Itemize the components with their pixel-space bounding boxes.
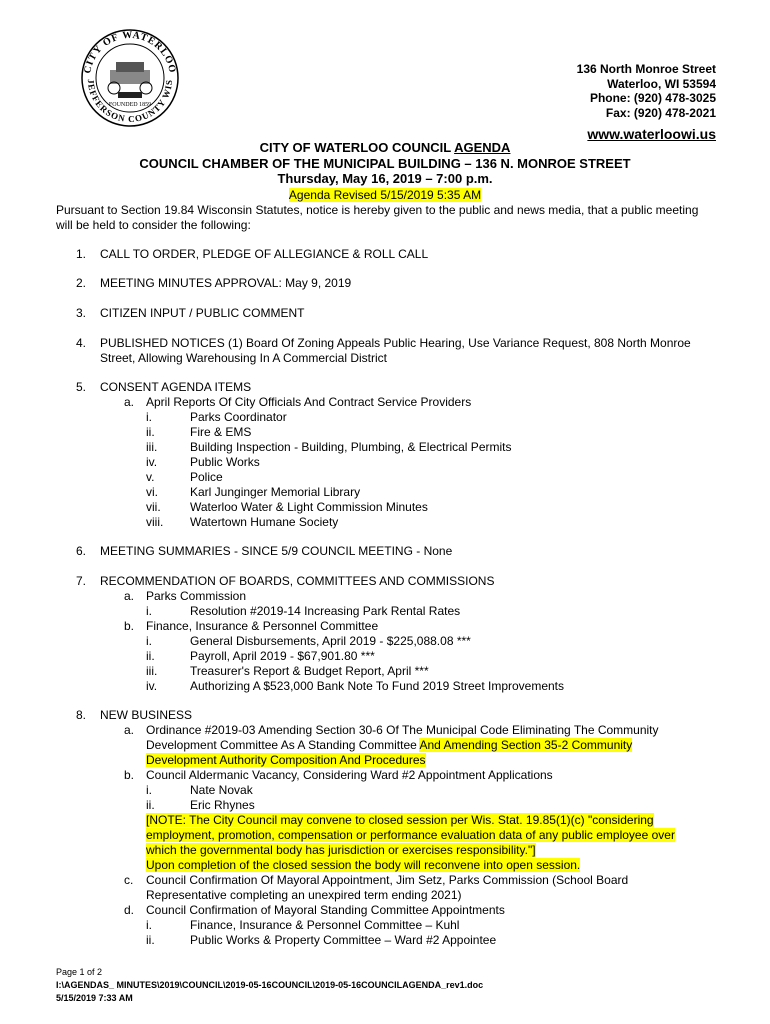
sub-item	[124, 619, 716, 634]
roman-text: Watertown Humane Society	[190, 515, 339, 529]
sub-item-text: Council Confirmation of Mayoral Standing Committee Appointments	[146, 903, 505, 917]
roman-numeral: iv.	[146, 679, 158, 693]
roman-item	[146, 664, 716, 679]
city-seal-logo	[80, 28, 180, 128]
item-text: MEETING SUMMARIES - SINCE 5/9 COUNCIL MEETING - None	[100, 544, 453, 558]
roman-text: Authorizing A $523,000 Bank Note To Fund 2019 Street Improvements	[190, 679, 565, 693]
roman-numeral: i.	[146, 634, 152, 648]
roman-item	[146, 485, 716, 500]
agenda-item-7	[56, 574, 716, 694]
item-number: 4.	[76, 336, 87, 350]
sub-item-letter: c.	[124, 873, 134, 887]
seal-founded: FOUNDED 1859	[108, 102, 152, 108]
sub-item-letter: a.	[124, 589, 135, 603]
roman-numeral: i.	[146, 918, 152, 932]
roman-item	[146, 933, 716, 948]
sub-item-letter: d.	[124, 903, 135, 917]
roman-text: Public Works	[190, 455, 260, 469]
file-path: I:\AGENDAS_ MINUTES\2019\COUNCIL\2019-05-16COUNCIL\2019-05-16COUNCILAGENDA_rev1.doc	[56, 980, 484, 990]
roman-text: Public Works & Property Committee – Ward #2 Appointee	[190, 933, 497, 947]
website-link[interactable]: www.waterloowi.us	[587, 126, 716, 142]
sub-item	[124, 589, 716, 604]
roman-numeral: ii.	[146, 933, 155, 947]
highlighted-amendment-text: And Amending Section 35-2 Community Development Authority Composition And Procedures	[146, 738, 633, 767]
roman-numeral: v.	[146, 470, 155, 484]
roman-item	[146, 679, 716, 694]
roman-text: Payroll, April 2019 - $67,901.80 ***	[190, 649, 375, 663]
roman-numeral: vii.	[146, 500, 161, 514]
agenda-heading	[0, 140, 770, 203]
item-text: CITIZEN INPUT / PUBLIC COMMENT	[100, 306, 305, 320]
closed-session-note	[146, 813, 706, 858]
agenda-item-8	[56, 708, 716, 948]
agenda-item-2	[56, 276, 716, 291]
roman-numeral: ii.	[146, 798, 155, 812]
roman-item	[146, 470, 716, 485]
page-number: Page 1 of 2	[56, 967, 103, 977]
sub-item	[124, 768, 716, 783]
reconvene-note-text: Upon completion of the closed session the body will reconvene into open session.	[146, 858, 581, 872]
agenda-item-3	[56, 306, 716, 321]
roman-numeral: ii.	[146, 425, 155, 439]
sub-item	[124, 873, 666, 903]
roman-item	[146, 649, 716, 664]
item-number: 2.	[76, 276, 87, 290]
address-phone: Phone: (920) 478-3025	[589, 91, 716, 105]
item-number: 1.	[76, 247, 87, 261]
sub-item-text: Council Aldermanic Vacancy, Considering Ward #2 Appointment Applications	[146, 768, 553, 782]
roman-item	[146, 604, 716, 619]
heading-agenda-word: AGENDA	[454, 140, 511, 155]
item-number: 7.	[76, 574, 87, 588]
agenda-item-5	[56, 380, 716, 530]
sub-item-text: Council Confirmation Of Mayoral Appointment, Jim Setz, Parks Commission (School Board Representative completing an unexpired term ending 2021)	[146, 873, 629, 902]
roman-numeral: i.	[146, 783, 152, 797]
roman-numeral: ii.	[146, 649, 155, 663]
address-fax: Fax: (920) 478-2021	[605, 105, 716, 120]
heading-location: COUNCIL CHAMBER OF THE MUNICIPAL BUILDING – 136 N. MONROE STREET	[139, 155, 631, 171]
sub-item-text: Finance, Insurance & Personnel Committee	[146, 619, 379, 633]
sub-item-letter: a.	[124, 723, 135, 737]
roman-item	[146, 798, 716, 813]
roman-numeral: vi.	[146, 485, 158, 499]
sub-item-letter: a.	[124, 395, 135, 409]
sub-item	[124, 395, 716, 410]
sub-item-letter: b.	[124, 619, 135, 633]
roman-text: Waterloo Water & Light Commission Minutes	[190, 500, 428, 514]
roman-item	[146, 515, 716, 530]
item-text: RECOMMENDATION OF BOARDS, COMMITTEES AND COMMISSIONS	[100, 574, 495, 588]
roman-text: Resolution #2019-14 Increasing Park Rental Rates	[190, 604, 461, 618]
item-text: CALL TO ORDER, PLEDGE OF ALLEGIANCE & ROLL CALL	[100, 247, 429, 261]
roman-numeral: iii.	[146, 440, 158, 454]
sub-item-text: Ordinance #2019-03 Amending Section 30-6 Of The Municipal Code Eliminating The Community Development Committee As A Standing Committee	[146, 723, 659, 752]
roman-text: Parks Coordinator	[190, 410, 287, 424]
intro-paragraph: Pursuant to Section 19.84 Wisconsin Statutes, notice is hereby given to the public and news media, that a public meeting will be held to consider the following:	[56, 203, 699, 232]
agenda-item-6	[56, 544, 716, 559]
roman-item	[146, 500, 716, 515]
roman-item	[146, 425, 716, 440]
roman-text: General Disbursements, April 2019 - $225,088.08 ***	[190, 634, 471, 648]
page-footer	[56, 966, 483, 1005]
roman-numeral: i.	[146, 410, 152, 424]
roman-text: Treasurer's Report & Budget Report, April ***	[190, 664, 429, 678]
sub-item	[124, 723, 706, 768]
roman-text: Karl Junginger Memorial Library	[190, 485, 361, 499]
address-street: 136 North Monroe Street	[576, 62, 716, 76]
roman-text: Fire & EMS	[190, 425, 252, 439]
roman-item	[146, 634, 716, 649]
item-number: 3.	[76, 306, 87, 320]
revised-notice: Agenda Revised 5/15/2019 5:35 AM	[288, 187, 482, 202]
roman-numeral: iv.	[146, 455, 158, 469]
agenda-item-1	[56, 247, 716, 262]
heading-title: CITY OF WATERLOO COUNCIL	[259, 140, 455, 155]
item-text: PUBLISHED NOTICES (1) Board Of Zoning Appeals Public Hearing, Use Variance Request, 808 North Monroe Street, Allowing Warehousing In A Commercial District	[100, 336, 691, 365]
roman-item	[146, 783, 716, 798]
roman-item	[146, 440, 716, 455]
roman-numeral: i.	[146, 604, 152, 618]
roman-text: Police	[190, 470, 223, 484]
heading-datetime: Thursday, May 16, 2019 – 7:00 p.m.	[277, 171, 493, 186]
sub-item	[124, 903, 716, 918]
roman-item	[146, 918, 716, 933]
sub-item-text: Parks Commission	[146, 589, 247, 603]
item-number: 8.	[76, 708, 87, 722]
roman-text: Building Inspection - Building, Plumbing, & Electrical Permits	[190, 440, 512, 454]
roman-text: Finance, Insurance & Personnel Committee – Kuhl	[190, 918, 460, 932]
roman-numeral: viii.	[146, 515, 164, 529]
address-block	[577, 62, 716, 142]
agenda-item-4	[56, 336, 716, 366]
item-text: NEW BUSINESS	[100, 708, 193, 722]
item-text: MEETING MINUTES APPROVAL: May 9, 2019	[100, 276, 352, 290]
item-text: CONSENT AGENDA ITEMS	[100, 380, 252, 394]
reconvene-note	[146, 858, 716, 873]
item-number: 5.	[76, 380, 87, 394]
address-city: Waterloo, WI 53594	[607, 76, 716, 91]
seal-top-text: CITY OF WATERLOO	[82, 29, 178, 75]
sub-item-text: April Reports Of City Officials And Contract Service Providers	[146, 395, 472, 409]
roman-text: Eric Rhynes	[190, 798, 255, 812]
footer-date: 5/15/2019 7:33 AM	[56, 993, 133, 1003]
seal-bottom-text: JEFFERSON COUNTY WIS	[85, 78, 175, 125]
roman-text: Nate Novak	[190, 783, 253, 797]
roman-item	[146, 410, 716, 425]
sub-item-letter: b.	[124, 768, 135, 782]
closed-session-note-text: [NOTE: The City Council may convene to closed session per Wis. Stat. 19.85(1)(c) "considering employment, promotion, compensation or performance evaluation data of any public employee over which the governmental body has jurisdiction or exercises responsibility."]	[146, 813, 675, 857]
roman-numeral: iii.	[146, 664, 158, 678]
item-number: 6.	[76, 544, 87, 558]
roman-item	[146, 455, 716, 470]
